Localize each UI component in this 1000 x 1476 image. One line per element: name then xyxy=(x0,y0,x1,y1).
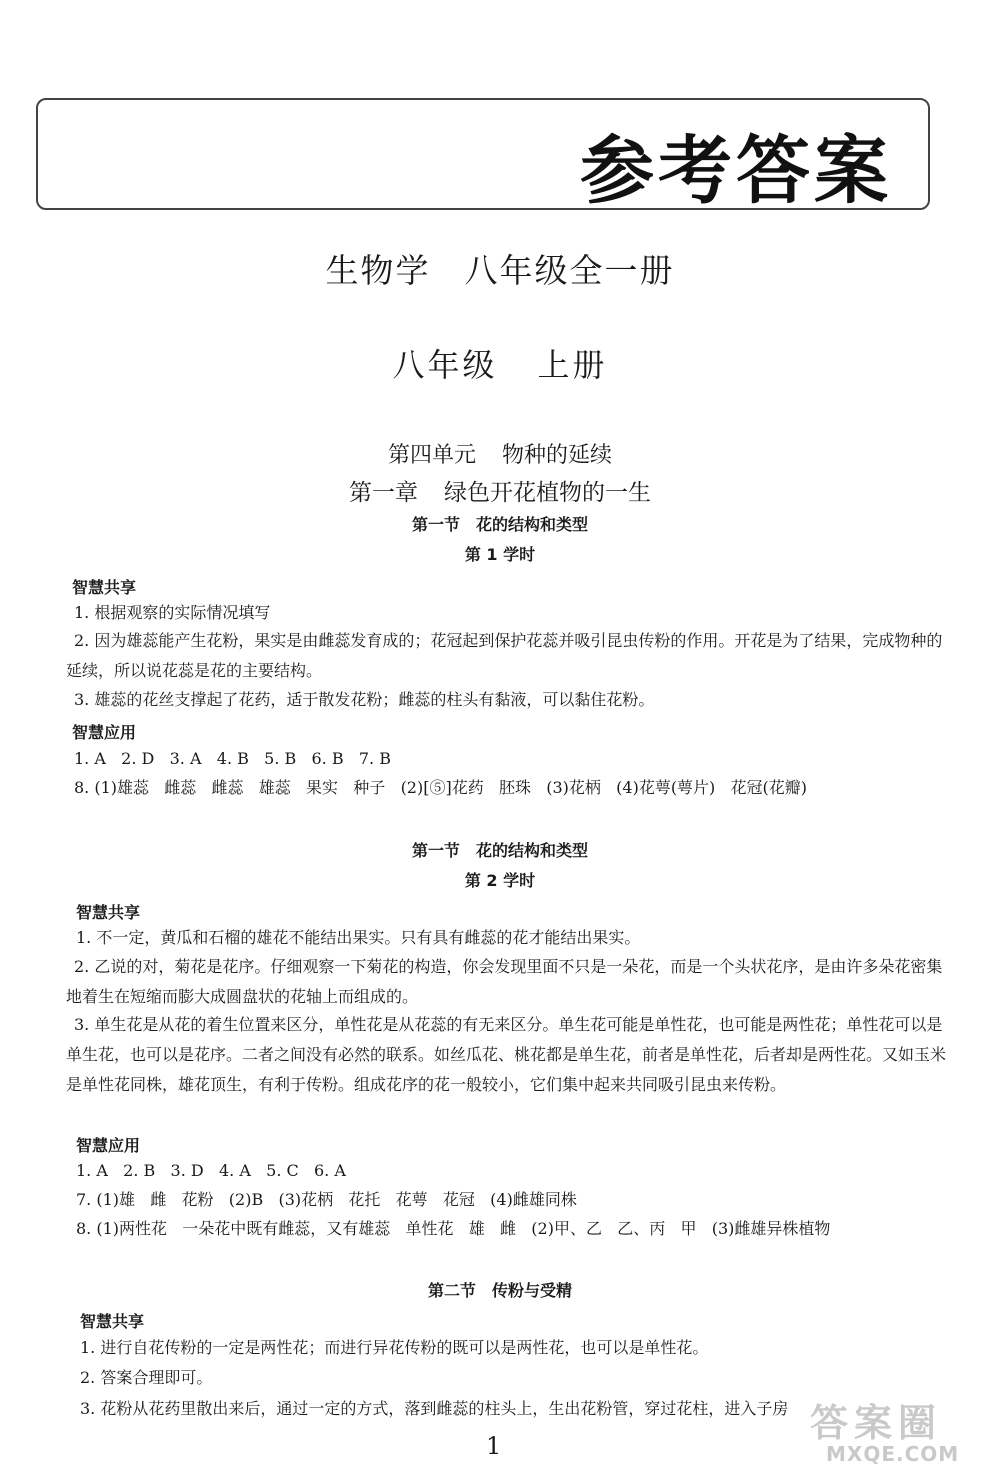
answer-line: 8. (1)两性花 一朵花中既有雌蕊，又有雄蕊 单性花 雄 雌 (2)甲、乙 乙、丙 甲 (3)雌雄异株植物 xyxy=(76,1219,831,1238)
section-title: 花的结构和类型 xyxy=(476,841,589,860)
title-banner xyxy=(36,98,930,214)
grade-name: 八年级 xyxy=(392,346,498,384)
section-heading xyxy=(0,838,1000,861)
lesson-period: 第 2 学时 xyxy=(464,871,536,890)
subject-name: 生物学 xyxy=(325,251,431,290)
unit-number: 第四单元 xyxy=(387,443,476,468)
section-title: 传粉与受精 xyxy=(492,1281,573,1300)
chapter-title: 绿色开花植物的一生 xyxy=(444,480,651,506)
section-heading xyxy=(0,512,1000,535)
subject-volume: 八年级全一册 xyxy=(464,251,675,290)
answer-line: 8. (1)雄蕊 雌蕊 雌蕊 雄蕊 果实 种子 (2)[⑤]花药 胚珠 (3)花柄 (4)花萼(萼片) 花冠(花瓣) xyxy=(74,778,808,797)
answer-line: 1. 进行自花传粉的一定是两性花；而进行异花传粉的既可以是两性花，也可以是单性花。 xyxy=(80,1338,709,1357)
lesson-period: 第 1 学时 xyxy=(464,545,536,564)
answer-line: 7. (1)雄 雌 花粉 (2)B (3)花柄 花托 花萼 花冠 (4)雌雄同株 xyxy=(76,1190,577,1209)
answer-line: 3. 雄蕊的花丝支撑起了花药，适于散发花粉；雌蕊的柱头有黏液，可以黏住花粉。 xyxy=(74,690,655,709)
section-number: 第二节 xyxy=(427,1281,476,1300)
watermark-text: 答案圈 xyxy=(810,1401,943,1445)
apply-heading: 智慧应用 xyxy=(76,1136,141,1155)
answer-paragraph: 2. 乙说的对，菊花是花序。仔细观察一下菊花的构造，你会发现里面不只是一朵花，而是一个头状花序，是由许多朵花密集地着生在短缩而膨大成圆盘状的花轴上而组成的。 xyxy=(66,957,943,1006)
page-number: 1 xyxy=(486,1432,502,1460)
banner-title: 参考答案 xyxy=(580,128,892,214)
answer-line: 1. A 2. B 3. D 4. A 5. C 6. A xyxy=(76,1161,346,1180)
section-heading xyxy=(0,1278,1000,1301)
chapter-heading xyxy=(0,474,1000,507)
answer-line: 3. 花粉从花药里散出来后，通过一定的方式，落到雌蕊的柱头上，生出花粉管，穿过花柱，进入子房 xyxy=(80,1399,789,1418)
grade-volume: 上册 xyxy=(537,346,608,384)
chapter-number: 第一章 xyxy=(349,480,418,506)
share-heading: 智慧共享 xyxy=(80,1312,145,1331)
unit-heading xyxy=(0,438,1000,469)
answer-paragraph: 2. 因为雄蕊能产生花粉，果实是由雌蕊发育成的；花冠起到保护花蕊并吸引昆虫传粉的作用。开花是为了结果，完成物种的延续，所以说花蕊是花的主要结构。 xyxy=(66,631,943,680)
unit-title: 物种的延续 xyxy=(502,443,613,468)
section-number: 第一节 xyxy=(411,515,460,534)
grade-heading xyxy=(0,340,1000,386)
answer-line: 1. A 2. D 3. A 4. B 5. B 6. B 7. B xyxy=(74,749,391,768)
share-heading: 智慧共享 xyxy=(72,578,137,597)
watermark-url: MXQE.COM xyxy=(826,1442,960,1466)
answer-line: 1. 不一定，黄瓜和石榴的雄花不能结出果实。只有具有雌蕊的花才能结出果实。 xyxy=(76,928,641,947)
share-heading: 智慧共享 xyxy=(76,903,141,922)
apply-heading: 智慧应用 xyxy=(72,723,137,742)
subject-heading xyxy=(0,245,1000,292)
answer-paragraph: 3. 单生花是从花的着生位置来区分，单性花是从花蕊的有无来区分。单生花可能是单性花，也可能是两性花；单性花可以是单生花，也可以是花序。二者之间没有必然的联系。如丝瓜花、桃花都是单生花，前者是单性花，后者却是两性花。又如玉米是单性花同株，雄花顶生，有利于传粉。组成花序的花一般较小，它们集中起来共同吸引昆虫来传粉。 xyxy=(66,1015,947,1094)
section-number: 第一节 xyxy=(411,841,460,860)
answer-line: 1. 根据观察的实际情况填写 xyxy=(74,603,271,622)
section-title: 花的结构和类型 xyxy=(476,515,589,534)
answer-line: 2. 答案合理即可。 xyxy=(80,1368,213,1387)
watermark-logo xyxy=(790,1392,986,1470)
